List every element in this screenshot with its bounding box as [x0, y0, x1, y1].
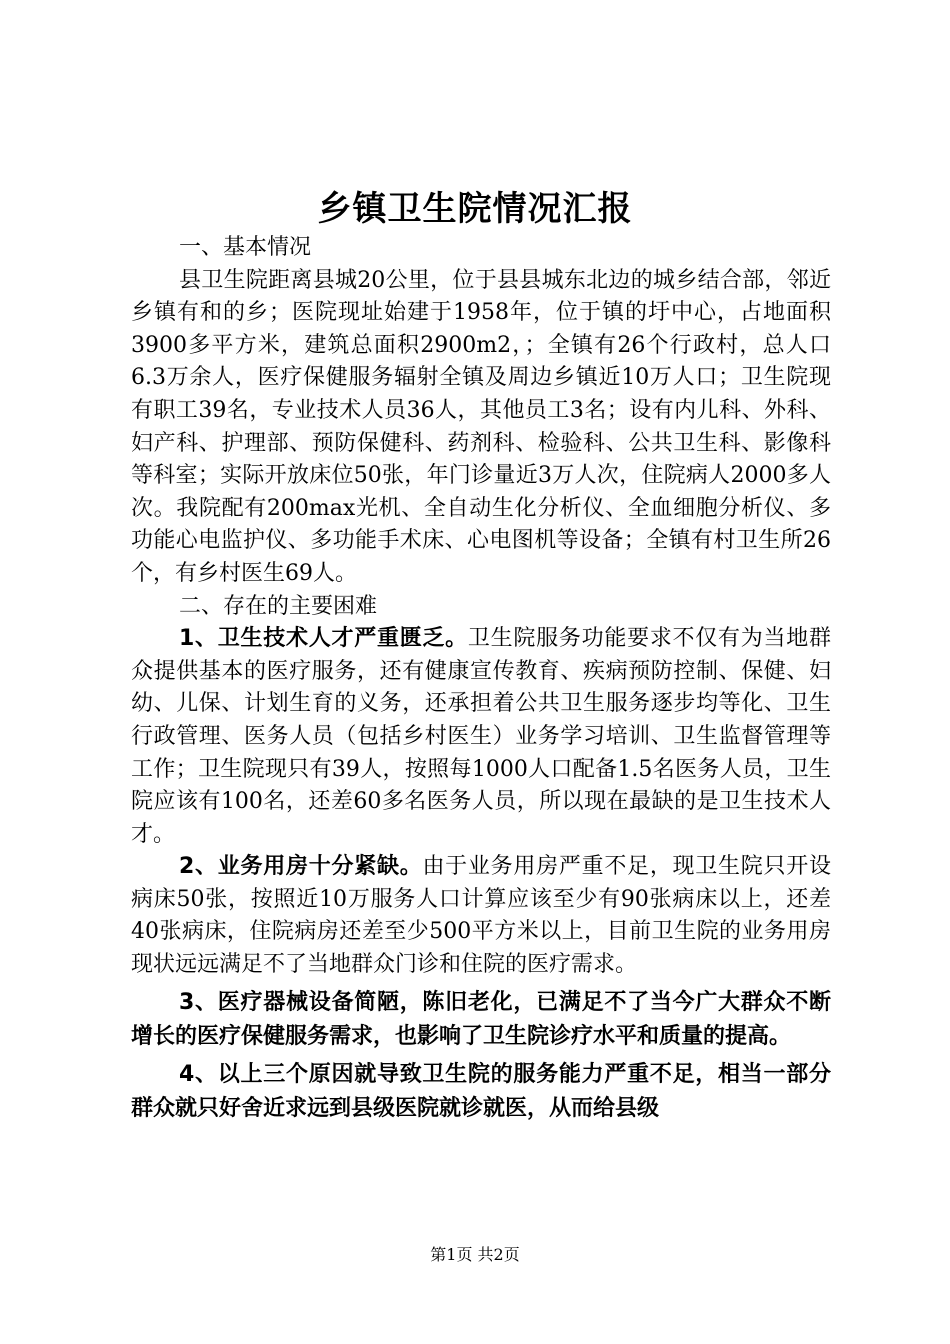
difficulty-item-1 [131, 623, 831, 851]
basic-info-paragraph: 县卫生院距离县城20公里，位于县县城东北边的城乡结合部，邻近乡镇有和的乡；医院现址始建于1958年，位于镇的圩中心，占地面积3900多平方米，建筑总面积2900m2，；全镇有26个行政村，总人口6.3万余人，医疗保健服务辐射全镇及周边乡镇近10万人口；卫生院现有职工39名，专业技术人员36人，其他员工3名；设有内儿科、外科、妇产科、护理部、预防保健科、药剂科、检验科、公共卫生科、影像科等科室；实际开放床位50张，年门诊量近3万人次，住院病人2000多人次。我院配有200max光机、全自动生化分析仪、全血细胞分析仪、多功能心电监护仪、多功能手术床、心电图机等设备；全镇有村卫生所26个，有乡村医生69人。 [131, 267, 831, 586]
document-body [131, 232, 831, 1126]
difficulty-item-1-lead: 1、卫生技术人才严重匮乏。 [179, 626, 468, 652]
difficulty-item-3: 3、医疗器械设备简陋，陈旧老化，已满足不了当今广大群众不断增长的医疗保健服务需求，也影响了卫生院诊疗水平和质量的提高。 [131, 989, 831, 1049]
difficulty-item-2 [131, 851, 831, 981]
page-title: 乡镇卫生院情况汇报 [317, 189, 633, 229]
difficulty-item-2-lead: 2、业务用房十分紧缺。 [179, 854, 423, 880]
difficulty-item-1-text: 卫生院服务功能要求不仅有为当地群众提供基本的医疗服务，还有健康宣传教育、疾病预防控制、保健、妇幼、儿保、计划生育的义务，还承担着公共卫生服务逐步均等化、卫生行政管理、医务人员（包括乡村医生）业务学习培训、卫生监督管理等工作；卫生院现只有39人，按照每1000人口配备1.5名医务人员，卫生院应该有100名，还差60多名医务人员，所以现在最缺的是卫生技术人才。 [131, 626, 831, 847]
page-footer: 第1页 共2页 [430, 1245, 520, 1264]
difficulty-item-2-text: 由于业务用房严重不足，现卫生院只开设病床50张，按照近10万服务人口计算应该至少有90张病床以上，还差40张病床，住院病房还差至少500平方米以上，目前卫生院的业务用房现状远远满足不了当地群众门诊和住院的医疗需求。 [131, 854, 831, 978]
difficulty-item-4: 4、以上三个原因就导致卫生院的服务能力严重不足，相当一部分群众就只好舍近求远到县级医院就诊就医，从而给县级 [131, 1061, 831, 1121]
section-heading-basic-info: 一、基本情况 [179, 235, 312, 260]
section-heading-difficulties: 二、存在的主要困难 [179, 593, 378, 619]
